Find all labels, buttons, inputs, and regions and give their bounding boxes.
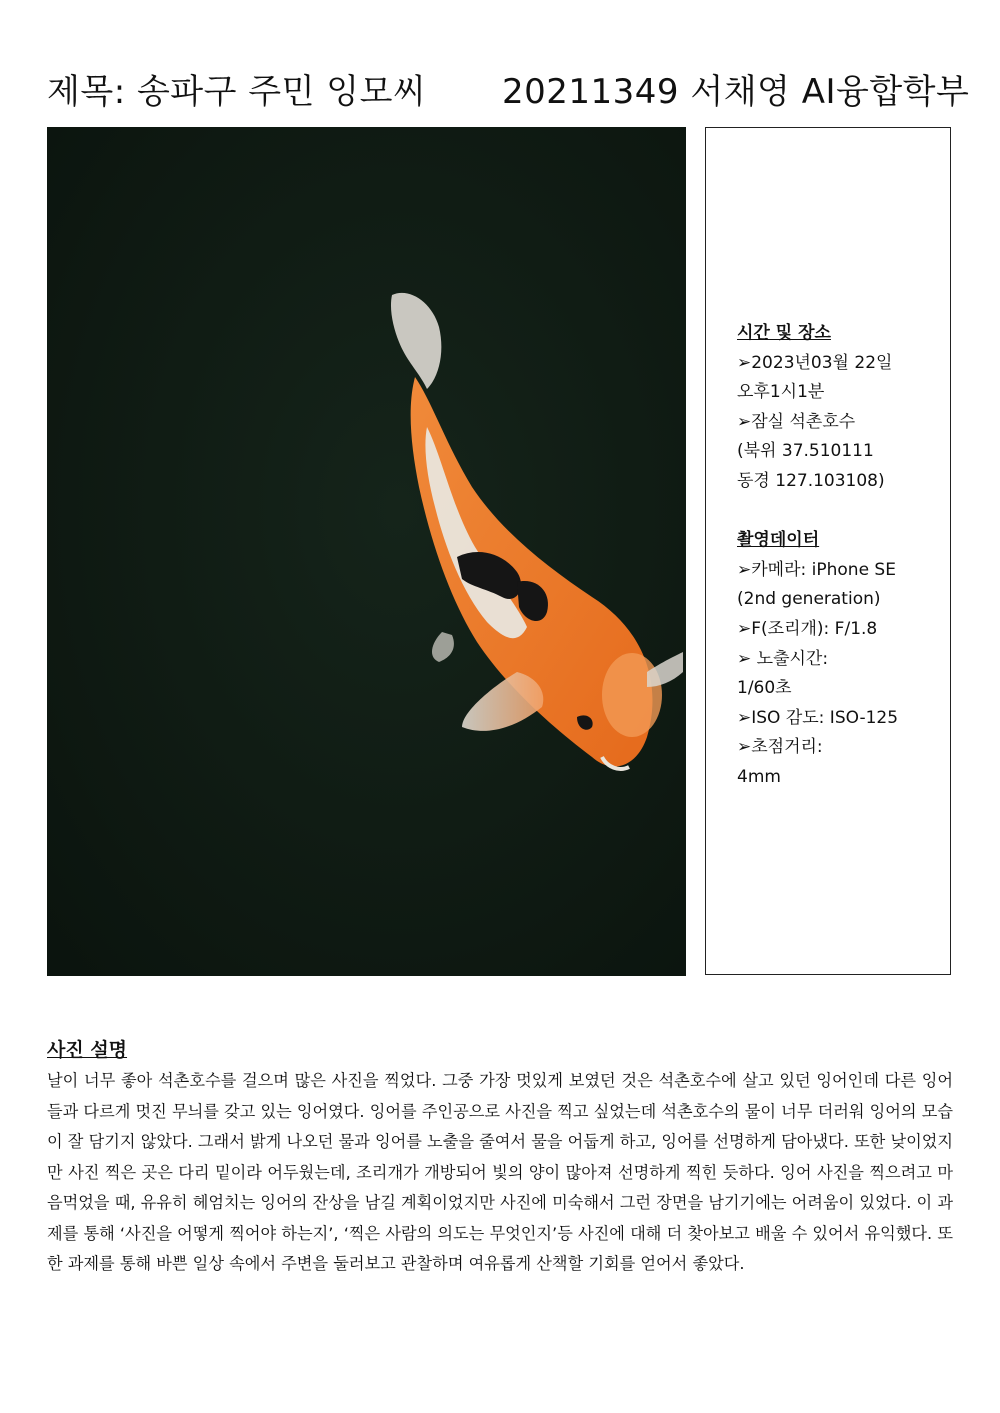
student-info: 20211349 서채영 AI융합학부 bbox=[502, 72, 970, 112]
shoot-data-line: ➢카메라: iPhone SE bbox=[737, 559, 896, 580]
photo-info-box bbox=[705, 127, 951, 975]
time-place-line: 동경 127.103108) bbox=[737, 470, 885, 491]
photo-description bbox=[47, 1036, 953, 1280]
document-title-row bbox=[47, 62, 970, 122]
document-title: 제목: 송파구 주민 잉모씨 bbox=[47, 72, 427, 112]
description-heading: 사진 설명 bbox=[47, 1039, 128, 1061]
shoot-data-heading: 촬영데이터 bbox=[737, 530, 820, 551]
shoot-data-line: 4mm bbox=[737, 766, 781, 787]
koi-photo bbox=[47, 127, 686, 976]
shoot-data-line: ➢ 노출시간: bbox=[737, 648, 829, 669]
time-place-line: (북위 37.510111 bbox=[737, 441, 874, 462]
spacer bbox=[737, 497, 949, 527]
time-place-line: ➢2023년03월 22일 bbox=[737, 352, 893, 373]
time-place-line: 오후1시1분 bbox=[737, 382, 825, 403]
shoot-data-line: ➢초점거리: bbox=[737, 737, 823, 758]
shoot-data-line: ➢F(조리개): F/1.8 bbox=[737, 618, 878, 639]
shoot-data-line: ➢ISO 감도: ISO-125 bbox=[737, 707, 899, 728]
description-body: 날이 너무 좋아 석촌호수를 걸으며 많은 사진을 찍었다. 그중 가장 멋있게 보였던 것은 석촌호수에 살고 있던 잉어인데 다른 잉어들과 다르게 멋진 무늬를 갖고 있는 잉어였다. 잉어를 주인공으로 사진을 찍고 싶었는데 석촌호수의 물이 너무 더러워 잉어의 모습이 잘 담기지 않았다. 그래서 밝게 나오던 물과 잉어를 노출을 줄여서 물을 어둡게 하고, 잉어를 선명하게 담아냈다. 또한 낮이었지만 사진 찍은 곳은 다리 밑이라 어두웠는데, 조리개가 개방되어 빛의 양이 많아져 선명하게 찍힌 듯하다. 잉어 사진을 찍으려고 마음먹었을 때, 유유히 헤엄치는 잉어의 잔상을 남길 계획이었지만 사진에 미숙해서 그런 장면을 남기기에는 어려움이 있었다. 이 과제를 통해 ‘사진을 어떻게 찍어야 하는지’, ‘찍은 사람의 의도는 무엇인지’등 사진에 대해 더 찾아보고 배울 수 있어서 유익했다. 또한 과제를 통해 바쁜 일상 속에서 주변을 둘러보고 관찰하며 여유롭게 산책할 기회를 얻어서 좋았다. bbox=[47, 1071, 953, 1273]
shoot-data-line: 1/60초 bbox=[737, 678, 792, 699]
koi-fish-illustration bbox=[47, 127, 686, 976]
shoot-data-line: (2nd generation) bbox=[737, 589, 881, 610]
time-place-line: ➢잠실 석촌호수 bbox=[737, 411, 856, 432]
photo-info-content bbox=[737, 319, 949, 793]
time-place-heading: 시간 및 장소 bbox=[737, 323, 831, 343]
